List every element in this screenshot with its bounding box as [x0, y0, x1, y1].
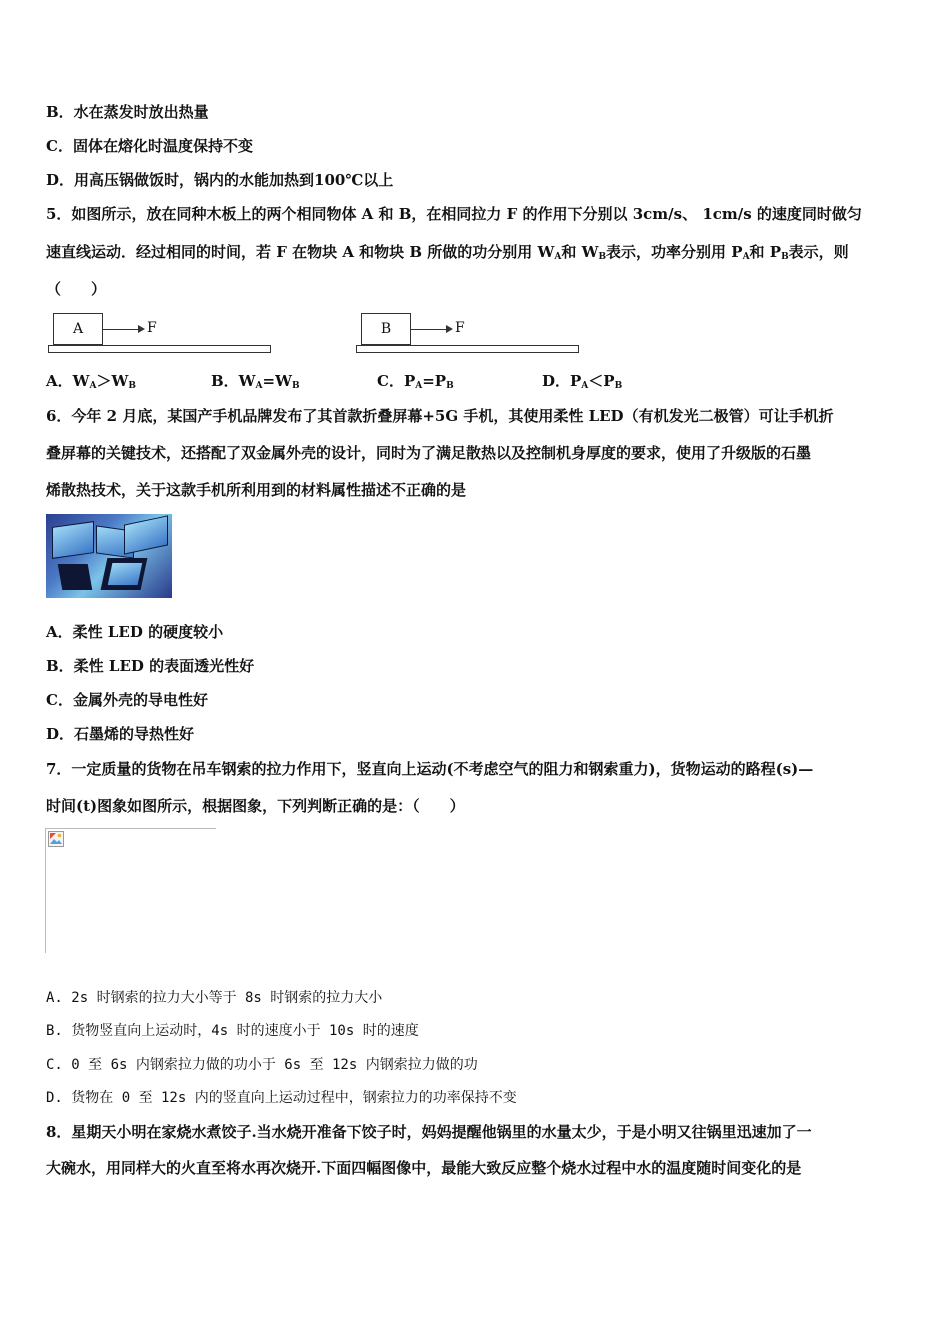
foldable-phone-image	[46, 514, 172, 598]
q5-figure-b	[356, 313, 581, 358]
q7-stem-line2: 时间(t)图象如图所示，根据图象，下列判断正确的是：（ ）	[46, 797, 465, 815]
q6-stem-line1: 6．今年 2 月底，某国产手机品牌发布了其首款折叠屏幕+5G 手机，其使用柔性 LED（有机发光二极管）可让手机折	[46, 407, 834, 425]
force-arrow-a	[103, 329, 139, 330]
force-arrow-b	[411, 329, 447, 330]
q5-figure-a	[48, 313, 273, 358]
q5-option-c: C．$P_A=P_B$	[377, 372, 454, 391]
q7-option-b: B. 货物竖直向上运动时，4s 时的速度小于 10s 时的速度	[46, 1023, 419, 1039]
q4-option-d: D．用高压锅做饭时，锅内的水能加热到100℃以上	[46, 171, 394, 189]
q5-stem-line2: 速直线运动．经过相同的时间，若 F 在物块 A 和物块 B 所做的功分别用 $W_A$和 $W_B$表示，功率分别用 $P_A$和 $P_B$表示，则	[46, 243, 849, 262]
force-label-b: F	[455, 320, 465, 336]
q6-option-c: C．金属外壳的导电性好	[46, 691, 208, 709]
q6-option-d: D．石墨烯的导热性好	[46, 725, 195, 743]
broken-image-icon	[48, 831, 64, 847]
q6-stem-line2: 叠屏幕的关键技术，还搭配了双金属外壳的设计，同时为了满足散热以及控制机身厚度的要求，使用了升级版的石墨	[46, 444, 812, 462]
q5-option-b: B．$W_A=W_B$	[211, 372, 300, 391]
q8-stem-line2: 大碗水，用同样大的火直至将水再次烧开.下面四幅图像中，最能大致反应整个烧水过程中水的温度随时间变化的是	[46, 1159, 802, 1177]
q7-option-d: D. 货物在 0 至 12s 内的竖直向上运动过程中，钢索拉力的功率保持不变	[46, 1090, 517, 1106]
block-b: B	[361, 313, 411, 345]
board-a	[48, 345, 271, 353]
q6-stem-line3: 烯散热技术，关于这款手机所利用到的材料属性描述不正确的是	[46, 481, 467, 499]
q8-stem-line1: 8．星期天小明在家烧水煮饺子.当水烧开准备下饺子时，妈妈提醒他锅里的水量太少，于是小明又往锅里迅速加了一	[46, 1123, 812, 1141]
q5-option-a: A．$W_A>W_B$	[46, 372, 136, 391]
board-b	[356, 345, 579, 353]
q5-stem-line1: 5．如图所示，放在同种木板上的两个相同物体 A 和 B，在相同拉力 F 的作用下分别以 3cm/s、 1cm/s 的速度同时做匀	[46, 205, 862, 223]
broken-image-placeholder	[45, 828, 216, 953]
q7-stem-line1: 7．一定质量的货物在吊车钢索的拉力作用下，竖直向上运动(不考虑空气的阻力和钢索重力)，货物运动的路程(s)—	[46, 760, 814, 778]
q4-option-b: B．水在蒸发时放出热量	[46, 103, 209, 121]
q6-option-a: A．柔性 LED 的硬度较小	[46, 623, 224, 641]
q6-option-b: B．柔性 LED 的表面透光性好	[46, 657, 255, 675]
force-label-a: F	[147, 320, 157, 336]
q7-option-c: C. 0 至 6s 内钢索拉力做的功小于 6s 至 12s 内钢索拉力做的功	[46, 1057, 478, 1073]
q7-option-a: A. 2s 时钢索的拉力大小等于 8s 时钢索的拉力大小	[46, 990, 383, 1006]
block-a: A	[53, 313, 103, 345]
q5-option-d: D．$P_A<P_B$	[542, 372, 623, 391]
q4-option-c: C．固体在熔化时温度保持不变	[46, 137, 253, 155]
q5-stem-line3: （ ）	[46, 280, 107, 298]
